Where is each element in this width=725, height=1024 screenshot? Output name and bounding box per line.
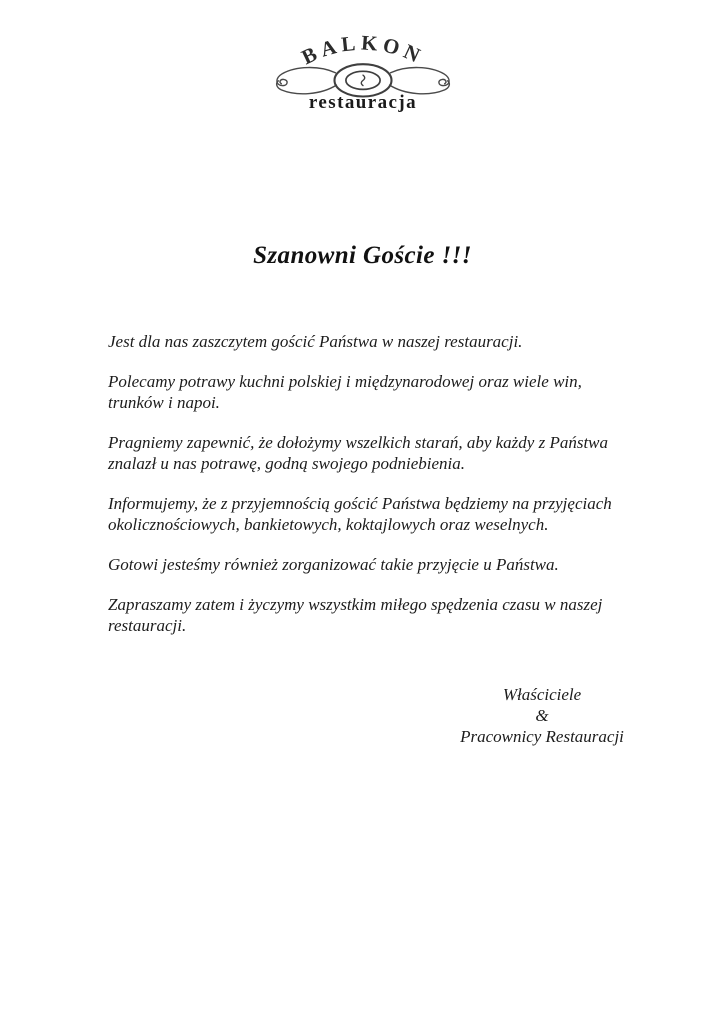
logo-subtitle-text: restauracja — [308, 91, 418, 112]
paragraph-assurance — [108, 432, 653, 474]
paragraph-invitation — [108, 594, 653, 636]
signature-ampersand: & — [535, 706, 549, 725]
text-line: Gotowi jesteśmy również zorganizować takie przyjęcie u Państwa. — [108, 555, 559, 574]
signature-owners: Właściciele — [502, 685, 582, 704]
logo-squiggle-icon — [361, 75, 364, 85]
text-line: Pragniemy zapewnić, że dołożymy wszelkich starań, aby każdy z Państwa — [108, 433, 609, 452]
signature-staff: Pracownicy Restauracji — [460, 727, 624, 746]
logo-flourish-left-icon — [277, 68, 337, 94]
text-line: okolicznościowych, bankietowych, koktajlowych oraz weselnych. — [108, 515, 549, 534]
paragraph-events — [108, 493, 653, 535]
letter-title: Szanowni Goście !!! — [253, 242, 472, 269]
text-line: znalazł u nas potrawę, godną swojego podniebienia. — [108, 454, 465, 473]
letter-body — [108, 331, 653, 655]
restaurant-logo — [268, 24, 458, 112]
logo-graphic — [268, 24, 458, 112]
text-line: Informujemy, że z przyjemnością gościć Państwa będziemy na przyjęciach — [108, 494, 612, 513]
paragraph-organize — [108, 554, 653, 575]
text-line: Polecamy potrawy kuchni polskiej i międzynarodowej oraz wiele win, — [108, 372, 582, 391]
logo-flourish-right-icon — [390, 68, 450, 94]
text-line: Jest dla nas zaszczytem gościć Państwa w naszej restauracji. — [108, 332, 523, 351]
text-line: Zapraszamy zatem i życzymy wszystkim miłego spędzenia czasu w naszej — [108, 595, 603, 614]
logo-name-text: BALKON — [297, 30, 429, 70]
paragraph-welcome — [108, 331, 653, 352]
paragraph-cuisine — [108, 371, 653, 413]
text-line: trunków i napoi. — [108, 393, 220, 412]
signature-block — [362, 684, 722, 747]
text-line: restauracji. — [108, 616, 187, 635]
